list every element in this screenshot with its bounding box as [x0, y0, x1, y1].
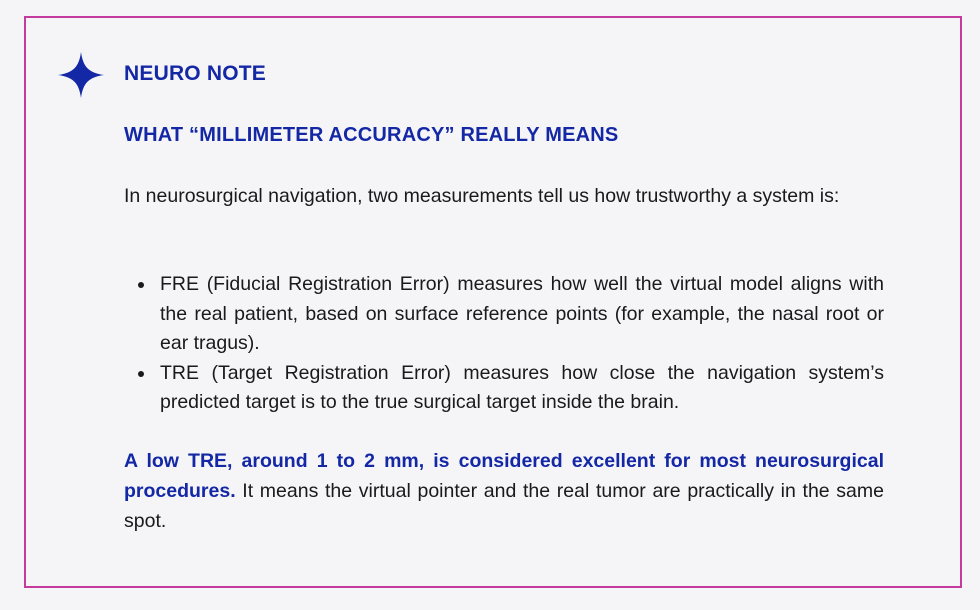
note-label: NEURO NOTE	[124, 62, 267, 85]
note-title: WHAT “MILLIMETER ACCURACY” REALLY MEANS	[124, 124, 619, 146]
bullet-text-tre: TRE (Target Registration Error) measures how close the navigation system’s predicted target is to the true surgical target inside the brain.	[160, 361, 884, 413]
closing-paragraph	[124, 446, 884, 536]
closing-text: It means the virtual pointer and the real tumor are practically in the same spot.	[124, 480, 884, 532]
closing-emphasis: A low TRE, around 1 to 2 mm, is considered excellent for most neurosurgical procedures.	[124, 450, 884, 502]
list-item	[160, 359, 884, 418]
bullet-dot-icon	[138, 282, 144, 288]
bullet-dot-icon	[138, 371, 144, 377]
note-card	[24, 16, 962, 588]
sparkle-star-icon	[56, 50, 106, 100]
intro-paragraph: In neurosurgical navigation, two measurements tell us how trustworthy a system is:	[124, 185, 840, 207]
bullet-text-fre: FRE (Fiducial Registration Error) measures how well the virtual model aligns with the real patient, based on surface reference points (for example, the nasal root or ear tragus).	[160, 273, 884, 354]
list-item	[160, 270, 884, 359]
bullet-list	[124, 270, 884, 418]
